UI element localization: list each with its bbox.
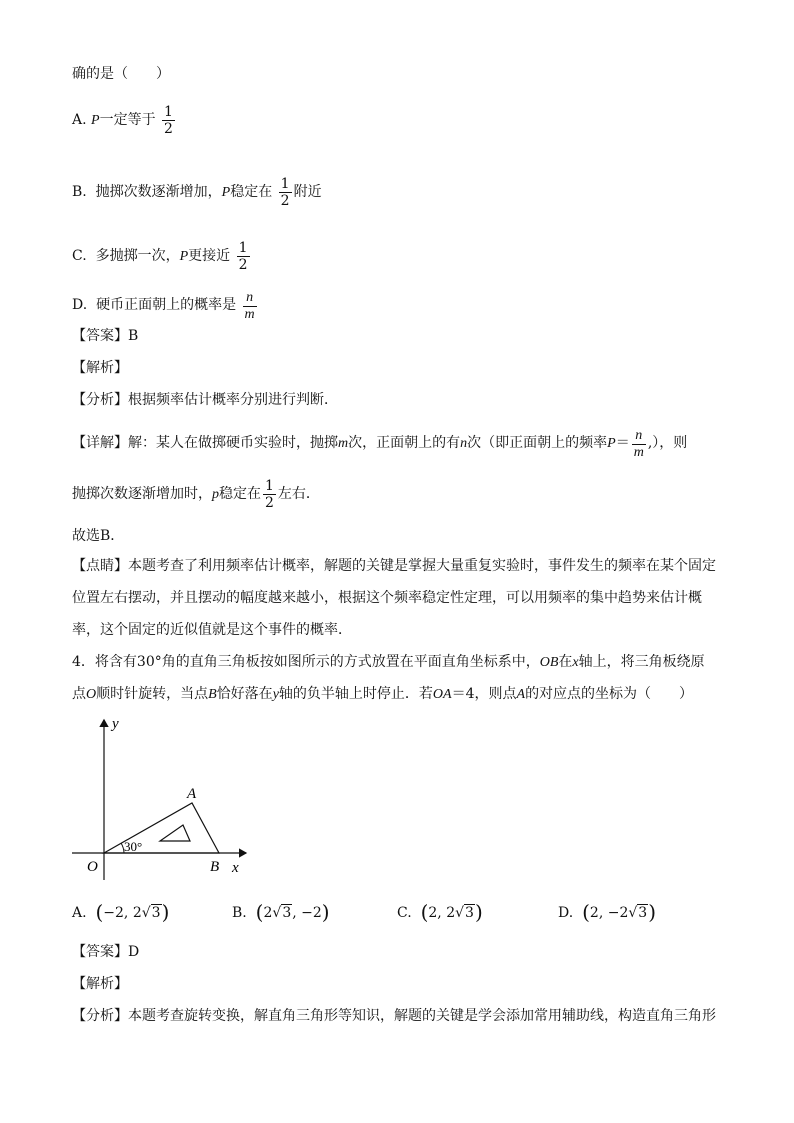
option-text: 一定等于 (99, 112, 156, 128)
point-o: O (86, 687, 97, 702)
q4-option-a: A. (−2, 2√3) (72, 900, 170, 924)
y-axis-label: y (112, 716, 119, 732)
option-text: 稳定在 (230, 184, 273, 200)
q4-stem-line2 (72, 684, 693, 705)
fenxi-tag: 【分析】 (72, 1008, 128, 1024)
paren-right: ) (474, 900, 483, 924)
q3-answer (72, 326, 138, 346)
q4-option-c: C. (2, 2√3) (397, 900, 483, 924)
radicand: 3 (151, 905, 161, 921)
option-text: 抛掷次数逐渐增加， (95, 184, 222, 200)
angle-label: 30° (124, 839, 143, 854)
detail-text: 次（即正面朝上的频率 (467, 435, 608, 451)
point-a: A (516, 687, 526, 702)
segment-oa: OA (432, 687, 452, 702)
answer-value: D (128, 944, 140, 960)
coord-text: 2, −2 (589, 905, 629, 921)
option-label: B. (232, 905, 247, 921)
radicand: 3 (282, 905, 292, 921)
point-b: B (208, 687, 217, 702)
q3-stem-tail: 确的是（ ） (72, 66, 170, 82)
option-text: 多抛掷一次， (95, 248, 180, 264)
fraction: $\frac{1}{2}$ (280, 176, 290, 209)
point-b-label: B (210, 859, 220, 875)
stem-text: ，则点 (474, 686, 517, 702)
var-p: P (91, 113, 100, 128)
option-text: 更接近 (188, 248, 231, 264)
equals-value: ＝4 (451, 686, 475, 702)
option-label: B. (72, 184, 87, 200)
option-label: C. (72, 248, 87, 264)
q3-comment-line3: 率，这个固定的近似值就是这个事件的概率． (72, 622, 352, 638)
option-label: A. (72, 112, 87, 128)
option-text: 附近 (293, 184, 322, 200)
origin-label: O (87, 859, 98, 875)
var-p: P (607, 436, 616, 451)
stem-text: 恰好落在 (216, 686, 273, 702)
q4-analysis-tag: 【解析】 (72, 976, 128, 992)
var-p: P (221, 185, 231, 200)
coordinate-figure (68, 714, 268, 884)
paren-left: ( (582, 900, 590, 924)
detail-text: 左右． (277, 486, 320, 502)
paren-left: ( (420, 900, 429, 924)
var-n: n (460, 436, 468, 451)
fenxi-text: 根据频率估计概率分别进行判断． (128, 392, 338, 408)
option-label: C. (397, 905, 412, 921)
q3-detail-line2 (72, 478, 320, 511)
stem-text: 角的直角三角板按如图所示的方式放置在平面直角坐标系中， (161, 654, 540, 670)
answer-tag: 【答案】 (72, 944, 128, 960)
triangle-plate (104, 803, 219, 853)
fraction: $\frac{1}{2}$ (265, 478, 274, 511)
stem-text: 顺时针旋转，当点 (96, 686, 209, 702)
comment-tag: 【点睛】 (72, 558, 128, 574)
q3-comment-line1 (72, 556, 716, 576)
fraction: $\frac{n}{m}$ (244, 290, 255, 322)
detail-tag: 【详解】 (72, 435, 128, 451)
q4-option-b: B. (2√3, −2) (232, 900, 330, 924)
q4-answer (72, 942, 139, 962)
q3-fenxi (72, 390, 338, 410)
coord-text: −2, 2 (103, 905, 142, 921)
radicand: 3 (465, 905, 474, 921)
coord-text: 2 (263, 905, 273, 921)
stem-text: 的对应点的坐标为（ ） (525, 686, 694, 702)
paren-right: ) (321, 900, 330, 924)
point-a-label: A (187, 786, 197, 802)
option-text: 硬币正面朝上的概率是 (96, 297, 237, 313)
q3-option-d (72, 290, 259, 323)
var-m: m (338, 436, 349, 451)
q4-stem-line1 (72, 652, 705, 673)
fraction: $\frac{n}{m}$ (633, 428, 644, 460)
fraction: $\frac{1}{2}$ (164, 104, 173, 137)
q3-option-c (72, 240, 252, 273)
answer-value: B (128, 328, 139, 344)
coord-text: 2, 2 (428, 905, 456, 921)
stem-text: 4．将含有 (72, 654, 137, 670)
angle-text: 30° (136, 654, 162, 670)
detail-text: 稳定在 (219, 486, 261, 502)
detail-text: 解：某人在做掷硬币实验时，抛掷 (128, 435, 338, 451)
paren-right: ) (161, 900, 170, 924)
stem-text: 在 (558, 654, 573, 670)
stem-text: 轴的负半轴上时停止．若 (278, 686, 433, 702)
triangle-hole (160, 825, 190, 841)
fenxi-tag: 【分析】 (72, 392, 128, 408)
fenxi-text: 本题考查旋转变换，解直角三角形等知识，解题的关键是学会添加常用辅助线，构造直角三角形 (128, 1008, 716, 1024)
var-p: P (179, 249, 189, 264)
stem-text: 轴上，将三角板绕原 (578, 654, 705, 670)
coord-text: , −2 (292, 905, 322, 921)
answer-tag: 【答案】 (72, 328, 128, 344)
option-label: D. (558, 905, 574, 921)
detail-text: ,），则 (647, 435, 688, 451)
comment-text: 本题考查了利用频率估计概率，解题的关键是掌握大量重复实验时，事件发生的频率在某个固定 (128, 558, 716, 574)
q3-option-b (72, 176, 322, 209)
fraction: $\frac{1}{2}$ (238, 240, 248, 273)
paren-left: ( (255, 900, 264, 924)
x-axis-label: x (232, 860, 239, 876)
var-y: y (272, 687, 279, 702)
equals-sign: ＝ (615, 435, 630, 451)
stem-text: 点 (72, 686, 86, 702)
q3-choose: 故选B． (72, 528, 125, 544)
q3-detail-line1 (72, 428, 687, 461)
paren-right: ) (648, 900, 657, 924)
q3-analysis-tag: 【解析】 (72, 360, 128, 376)
q3-comment-line2: 位置左右摆动，并且摆动的幅度越来越小，根据这个频率稳定性定理，可以用频率的集中趋势来估计概 (72, 590, 702, 606)
q3-option-a (72, 104, 177, 137)
segment-ob: OB (539, 655, 559, 670)
detail-text: 抛掷次数逐渐增加时， (72, 486, 212, 502)
paren-left: ( (95, 900, 104, 924)
var-p: p (212, 487, 219, 502)
var-x: x (572, 655, 579, 670)
option-label: D. (72, 297, 88, 313)
radicand: 3 (638, 905, 648, 921)
q4-fenxi (72, 1006, 716, 1026)
detail-text: 次，正面朝上的有 (348, 435, 461, 451)
q4-option-d: D. (2, −2√3) (558, 900, 657, 924)
option-label: A. (72, 905, 87, 921)
